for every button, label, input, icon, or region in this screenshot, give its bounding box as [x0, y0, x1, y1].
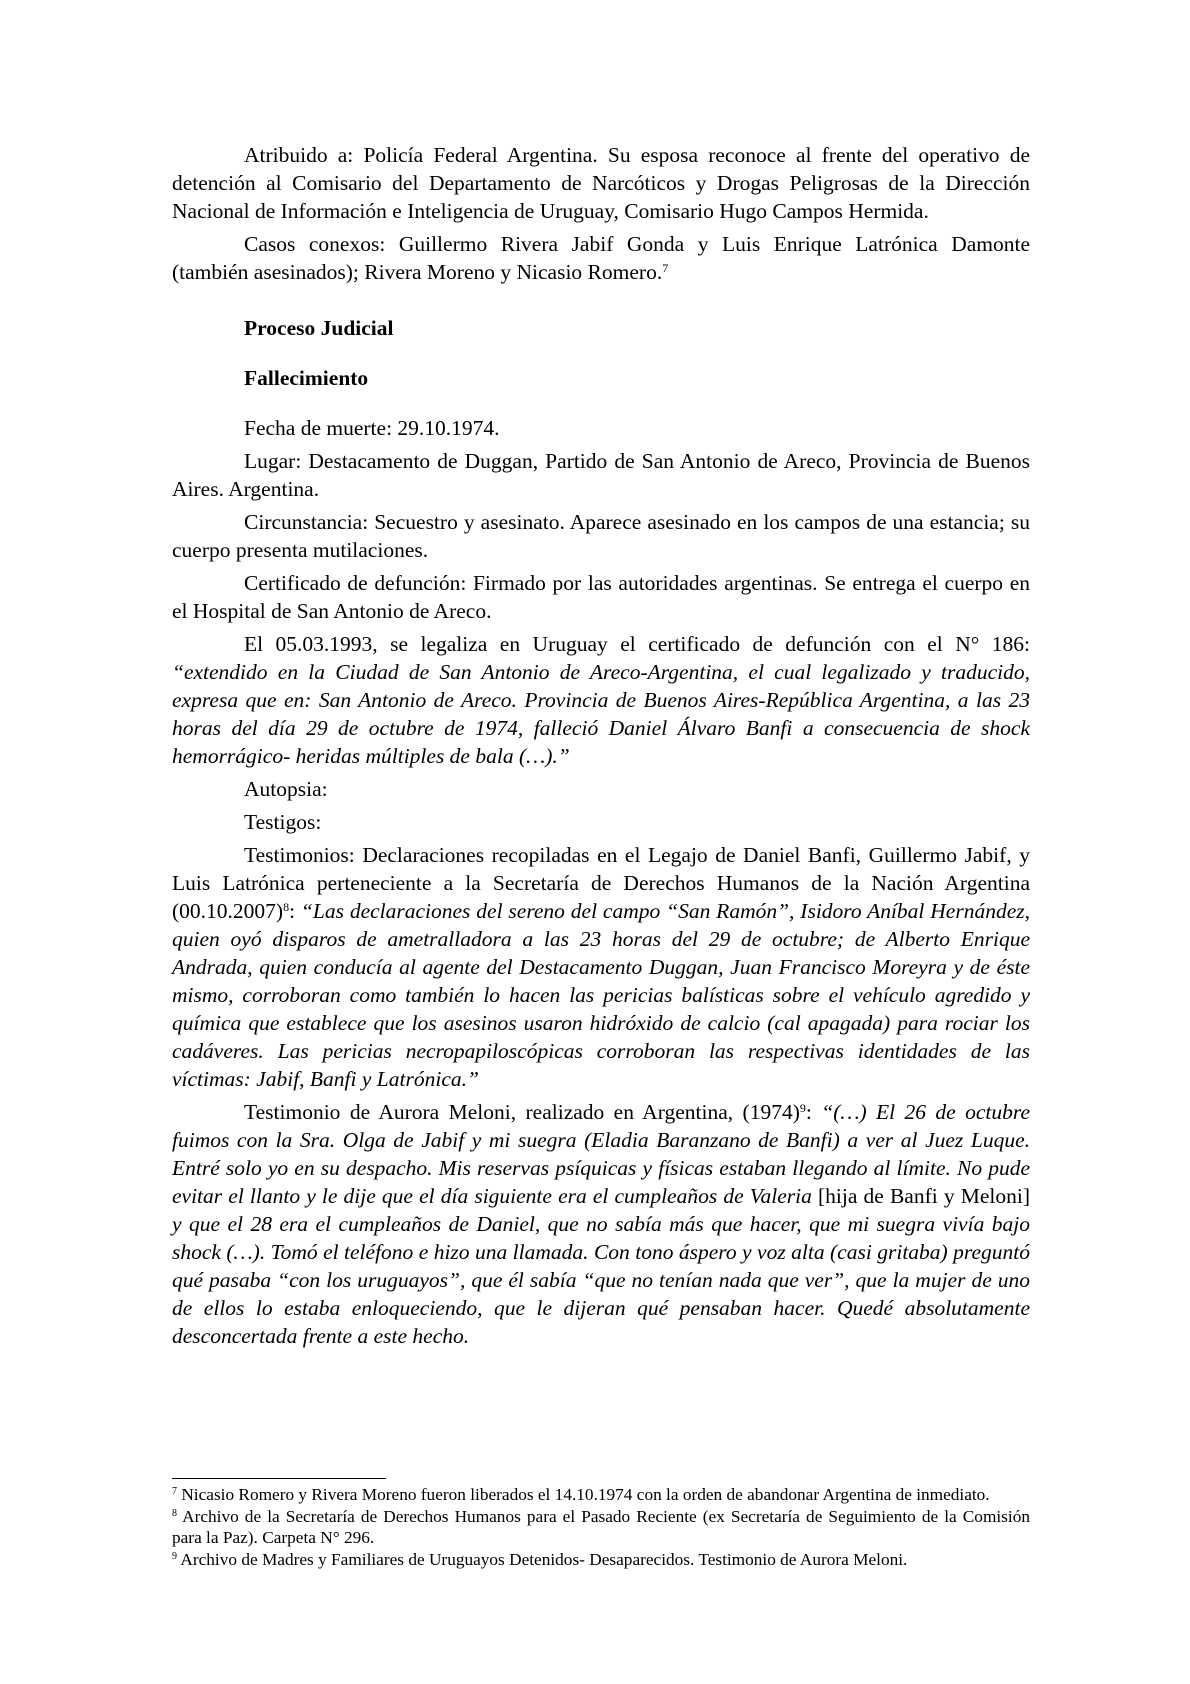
- footnote-text: Nicasio Romero y Rivera Moreno fueron liberados el 14.10.1974 con la orden de abandonar Argentina de inmediato.: [177, 1485, 990, 1504]
- testimonios-colon: :: [289, 899, 301, 923]
- paragraph-atribuido: Atribuido a: Policía Federal Argentina. Su esposa reconoce al frente del operativo de detención al Comisario del Departamento de Narcóticos y Drogas Peligrosas de la Dirección Nacional de Información e Inteligencia de Uruguay, Comisario Hugo Campos Hermida.: [172, 143, 1030, 223]
- paragraph-testigos: Testigos:: [244, 810, 322, 834]
- footnote-number: 7: [172, 1486, 177, 1497]
- casos-text: Casos conexos: Guillermo Rivera Jabif Gonda y Luis Enrique Latrónica Damonte (también asesinados); Rivera Moreno y Nicasio Romero.: [172, 232, 1030, 284]
- paragraph-testimonios: [172, 841, 1030, 1093]
- footnote-number: 8: [172, 1507, 177, 1519]
- legalizacion-intro: El 05.03.1993, se legaliza en Uruguay el certificado de defunción con el N° 186:: [244, 632, 1030, 656]
- aurora-colon: :: [805, 1100, 822, 1124]
- testimonios-intro: Testimonios: Declaraciones recopiladas en el Legajo de Daniel Banfi, Guillermo Jabif, y Luis Latrónica perteneciente a la Secretaría de Derechos Humanos de la Nación Argentina (00.10.2007): [172, 843, 1030, 923]
- heading-proceso-judicial: Proceso Judicial: [244, 316, 394, 340]
- aurora-quote-part-2: y que el 28 era el cumpleaños de Daniel, que no sabía más que hacer, que mi suegra vivía bajo shock (…). Tomó el teléfono e hizo una llamada. Con tono áspero y voz alta (casi gritaba) preguntó qué pasaba “con los uruguayos”, que él sabía “que no tenían nada que ver”, que la mujer de uno de ellos lo estaba enloqueciendo, que le dijeran qué pensaban hacer. Quedé absolutamente desconcertada frente a este hecho.: [172, 1212, 1030, 1348]
- footnote-text: Archivo de Madres y Familiares de Uruguayos Detenidos- Desaparecidos. Testimonio de Aurora Meloni.: [177, 1549, 908, 1569]
- legalizacion-quote: “extendido en la Ciudad de San Antonio de Areco-Argentina, el cual legalizado y traducido, expresa que en: San Antonio de Areco. Provincia de Buenos Aires-República Argentina, a las 23 horas del día 29 de octubre de 1974, falleció Daniel Álvaro Banfi a consecuencia de shock hemorrágico- heridas múltiples de bala (…).”: [172, 660, 1030, 768]
- aurora-intro: Testimonio de Aurora Meloni, realizado en Argentina, (1974): [244, 1100, 800, 1124]
- footnote-8: [172, 1506, 1030, 1549]
- footnote-7: [172, 1484, 1030, 1506]
- aurora-bracket-note: [hija de Banfi y Meloni]: [818, 1184, 1030, 1208]
- paragraph-fecha: Fecha de muerte: 29.10.1974.: [244, 416, 500, 440]
- footnote-number: 9: [172, 1550, 177, 1562]
- paragraph-autopsia: Autopsia:: [244, 777, 328, 801]
- testimonios-quote: “Las declaraciones del sereno del campo “San Ramón”, Isidoro Aníbal Hernández, quien oyó disparos de ametralladora a las 23 horas del 29 de octubre; de Alberto Enrique Andrada, quien conducía al agente del Destacamento Duggan, Juan Francisco Moreyra y de éste mismo, corroboran como también lo hacen las pericias balísticas sobre el vehículo agredido y química que establece que los asesinos usaron hidróxido de calcio (cal apagada) para rociar los cadáveres. Las pericias necropapiloscópicas corroboran las respectivas identidades de las víctimas: Jabif, Banfi y Latrónica.”: [172, 899, 1030, 1091]
- footnote-separator: [172, 1478, 386, 1479]
- paragraph-lugar: Lugar: Destacamento de Duggan, Partido de San Antonio de Areco, Provincia de Buenos Aires. Argentina.: [172, 449, 1030, 501]
- paragraph-casos-conexos: [172, 230, 1030, 286]
- footnote-ref-9[interactable]: 9: [799, 1101, 806, 1115]
- heading-fallecimiento: Fallecimiento: [244, 366, 369, 390]
- footnote-ref-7[interactable]: 7: [662, 261, 669, 275]
- footnote-ref-8[interactable]: 8: [283, 900, 290, 914]
- aurora-quote-part-1: “(…) El 26 de octubre fuimos con la Sra. Olga de Jabif y mi suegra (Eladia Baranzano de Banfi) a ver al Juez Luque. Entré solo yo en su despacho. Mis reservas psíquicas y físicas estaban llegando al límite. No pude evitar el llanto y le dije que el día siguiente era el cumpleaños de Valeria: [172, 1100, 1030, 1208]
- body-text: [172, 141, 1030, 1355]
- footnote-text: Archivo de la Secretaría de Derechos Humanos para el Pasado Reciente (ex Secretaría de Seguimiento de la Comisión para la Paz). Carpeta N° 296.: [172, 1506, 1030, 1547]
- paragraph-testimonio-aurora: [172, 1098, 1030, 1350]
- paragraph-legalizacion: [172, 630, 1030, 770]
- paragraph-certificado: Certificado de defunción: Firmado por las autoridades argentinas. Se entrega el cuerpo en el Hospital de San Antonio de Areco.: [172, 571, 1030, 623]
- paragraph-circunstancia: Circunstancia: Secuestro y asesinato. Aparece asesinado en los campos de una estancia; su cuerpo presenta mutilaciones.: [172, 510, 1030, 562]
- footnote-9: [172, 1549, 1030, 1571]
- footnotes: [172, 1484, 1030, 1570]
